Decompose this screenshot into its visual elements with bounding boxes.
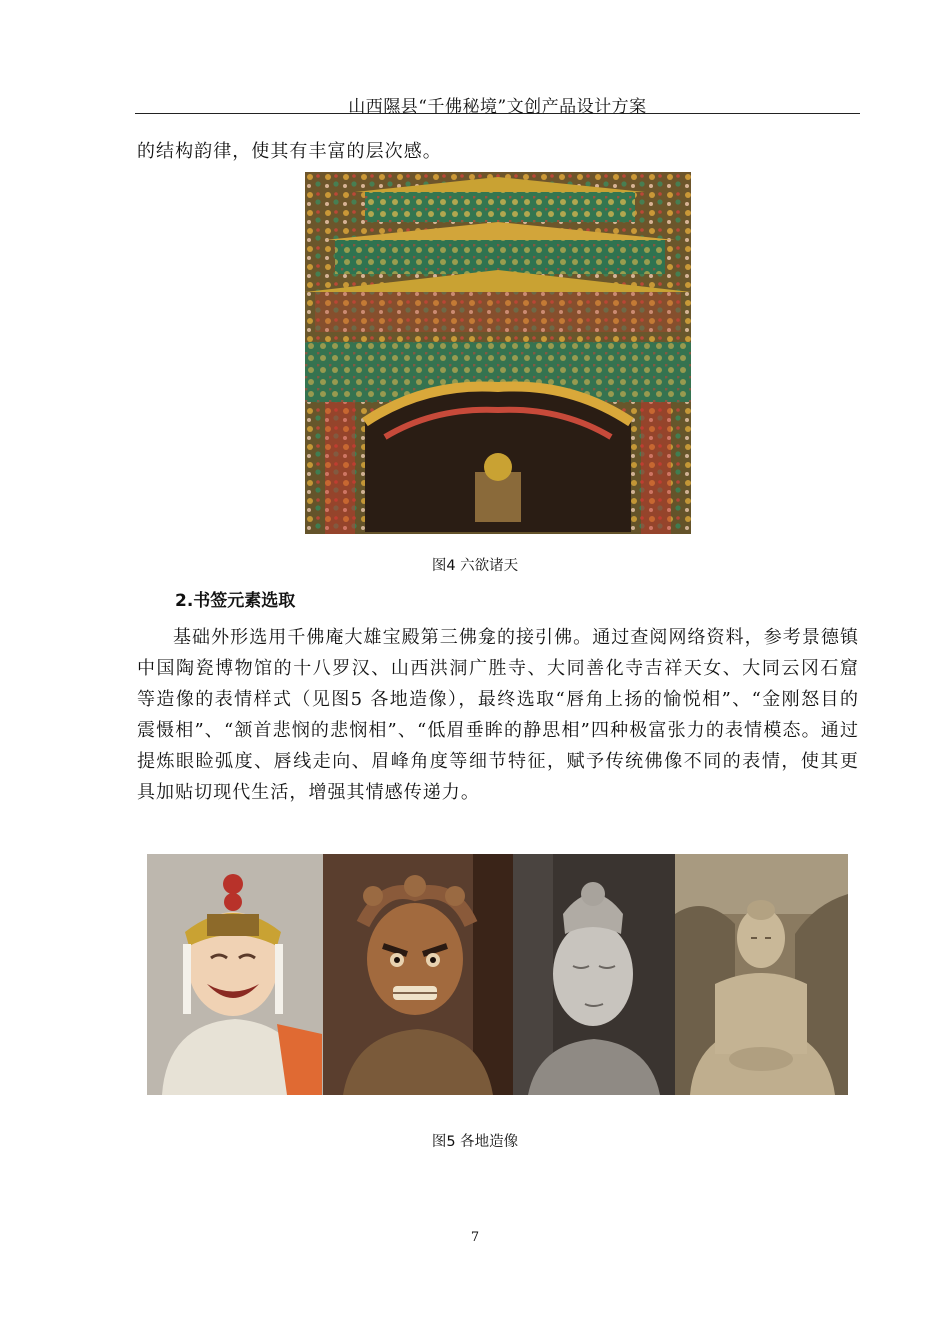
statue-panel-meditation bbox=[675, 854, 848, 1095]
fierce-guardian-illustration bbox=[323, 854, 513, 1095]
figure-5-caption: 图5 各地造像 bbox=[431, 1134, 519, 1150]
page-number: 7 bbox=[470, 1230, 480, 1245]
paragraph-body: 基础外形选用千佛庵大雄宝殿第三佛龛的接引佛。通过查阅网络资料，参考景德镇中国陶瓷博物馆的十八罗汉、山西洪洞广胜寺、大同善化寺吉祥天女、大同云冈石窟等造像的表情样式（见图5 各地造像），最终选取“唇角上扬的愉悦相”、“金刚怒目的震慑相”、“颔首悲悯的悲悯相”、“低眉垂眸的静思相”四种极富张力的表情模态。通过提炼眼睑弧度、唇线走向、眉峰角度等细节特征，赋予传统佛像不同的表情，使其更具加贴切现代生活，增强其情感传递力。 bbox=[137, 627, 859, 803]
temple-sculpture-illustration bbox=[305, 172, 691, 534]
figure-5-image bbox=[147, 854, 848, 1095]
figure-4-caption: 图4 六欲诸天 bbox=[431, 558, 519, 574]
figure-4-image bbox=[305, 172, 691, 534]
statue-panel-compassion bbox=[513, 854, 675, 1095]
joyful-arhat-illustration bbox=[147, 854, 323, 1095]
header-rule bbox=[135, 113, 860, 114]
paragraph-continuation: 的结构韵律，使其有丰富的层次感。 bbox=[137, 141, 442, 162]
meditating-buddha-illustration bbox=[675, 854, 848, 1095]
statue-panel-fierce bbox=[323, 854, 513, 1095]
compassion-bodhisattva-illustration bbox=[513, 854, 675, 1095]
section-title: 2.书签元素选取 bbox=[175, 591, 296, 611]
page-header: 山西隰县“千佛秘境”文创产品设计方案 bbox=[348, 97, 647, 117]
statue-panel-joyful bbox=[147, 854, 323, 1095]
